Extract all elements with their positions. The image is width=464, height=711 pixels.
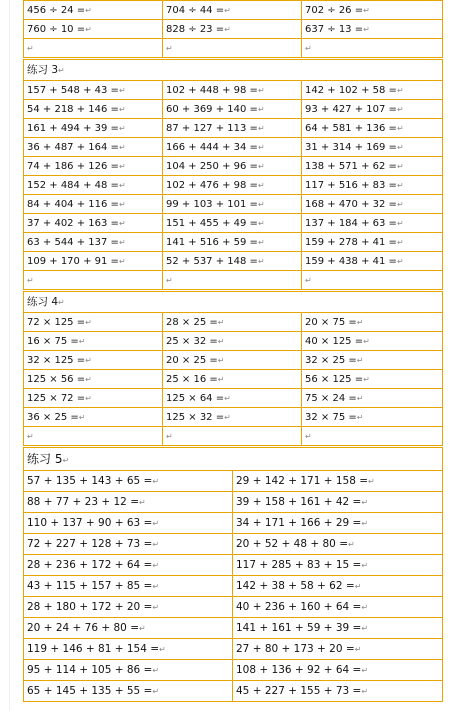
paragraph-mark: ↵ [257,238,265,247]
equation-text: 137 + 184 + 63 = [305,218,397,229]
paragraph-mark: ↵ [166,44,173,53]
equation-text: 37 + 402 + 163 = [27,218,119,229]
paragraph-mark: ↵ [363,375,370,384]
equation-text: 108 + 136 + 92 + 64 = [236,664,362,676]
table-cell [232,617,443,639]
paragraph-mark: ↵ [85,356,92,365]
equation-text: 760 ÷ 10 = [27,24,86,35]
paragraph-mark: ↵ [361,666,369,675]
equation-text: 32 × 75 = [305,412,357,423]
table-cell [301,270,443,290]
paragraph-mark: ↵ [368,477,375,486]
paragraph-mark: ↵ [152,603,160,612]
paragraph-mark: ↵ [305,44,312,53]
addition-table-5 [23,470,442,701]
section-title-practice-3: 练习 3↵ [23,59,443,81]
equation-text: 138 + 571 + 62 = [305,161,397,172]
paragraph-mark: ↵ [396,162,404,171]
equation-text: 31 + 314 + 169 = [305,142,397,153]
table-cell [23,491,233,513]
table-cell [232,596,443,618]
table-cell [301,38,443,58]
equation-text: 60 + 369 + 140 = [166,104,258,115]
addition-table-3 [23,80,442,289]
paragraph-mark: ↵ [224,413,231,422]
paragraph-mark: ↵ [361,624,369,633]
equation-text: 28 + 236 + 172 + 64 = [27,559,153,571]
table-cell [232,638,443,660]
equation-text: 93 + 427 + 107 = [305,104,397,115]
equation-text: 456 ÷ 24 = [27,5,86,16]
paragraph-mark: ↵ [85,25,92,34]
paragraph-mark: ↵ [396,105,404,114]
equation-text: 27 + 80 + 173 + 20 = [236,643,355,655]
table-cell [232,680,443,702]
equation-text: 84 + 404 + 116 = [27,199,119,210]
table-cell [162,0,302,20]
paragraph-mark: ↵ [356,356,364,365]
equation-text: 161 + 494 + 39 = [27,123,119,134]
table-cell [162,407,302,427]
equation-text: 102 + 476 + 98 = [166,180,258,191]
paragraph-mark: ↵ [257,105,265,114]
table-cell [301,0,443,20]
paragraph-mark: ↵ [152,582,160,591]
paragraph-mark: ↵ [361,519,369,528]
paragraph-mark: ↵ [257,200,265,209]
table-cell [23,80,163,100]
paragraph-mark: ↵ [118,162,126,171]
table-cell [301,388,443,408]
paragraph-mark: ↵ [217,337,225,346]
table-cell [301,137,443,157]
table-cell [23,99,163,119]
table-cell [162,251,302,271]
paragraph-mark: ↵ [224,6,231,15]
table-cell [301,369,443,389]
worksheet-page [23,0,442,701]
table-cell [162,175,302,195]
table-cell [232,470,443,492]
equation-text: 166 + 444 + 34 = [166,142,258,153]
paragraph-mark: ↵ [217,356,225,365]
equation-text: 45 + 227 + 155 + 73 = [236,685,362,697]
paragraph-mark: ↵ [396,124,404,133]
paragraph-mark: ↵ [118,257,126,266]
paragraph-mark: ↵ [139,498,146,507]
equation-text: 65 + 145 + 135 + 55 = [27,685,153,697]
table-cell [23,270,163,290]
table-cell [162,194,302,214]
paragraph-mark: ↵ [396,200,404,209]
equation-text: 32 × 25 = [305,355,357,366]
paragraph-mark: ↵ [305,432,312,441]
table-cell [162,38,302,58]
paragraph-mark: ↵ [152,561,160,570]
equation-text: 702 ÷ 26 = [305,5,364,16]
table-cell [301,426,443,446]
paragraph-mark: ↵ [356,394,364,403]
table-cell [162,19,302,39]
paragraph-mark: ↵ [348,540,355,549]
table-cell [232,491,443,513]
table-cell [23,554,233,576]
paragraph-mark: ↵ [118,200,126,209]
equation-text: 20 × 25 = [166,355,218,366]
equation-text: 63 + 544 + 137 = [27,237,119,248]
table-cell [23,175,163,195]
table-cell [301,251,443,271]
table-cell [162,156,302,176]
table-cell [301,350,443,370]
section-title-practice-4: 练习 4↵ [23,291,443,313]
paragraph-mark: ↵ [354,645,362,654]
equation-text: 74 + 186 + 126 = [27,161,119,172]
paragraph-mark: ↵ [217,318,225,327]
paragraph-mark: ↵ [356,318,364,327]
paragraph-mark: ↵ [224,394,231,403]
division-table [23,0,442,57]
equation-text: 25 × 16 = [166,374,218,385]
table-cell [162,312,302,332]
equation-text: 704 ÷ 44 = [166,5,225,16]
paragraph-mark: ↵ [257,219,265,228]
table-cell [23,617,233,639]
multiplication-table-4 [23,312,442,445]
table-cell [23,0,163,20]
equation-text: 75 × 24 = [305,393,357,404]
table-cell [232,512,443,534]
table-cell [301,156,443,176]
table-cell [162,369,302,389]
equation-text: 117 + 285 + 83 + 15 = [236,559,362,571]
equation-text: 119 + 146 + 81 + 154 = [27,643,160,655]
equation-text: 125 × 72 = [27,393,86,404]
paragraph-mark: ↵ [118,124,126,133]
equation-text: 157 + 548 + 43 = [27,85,119,96]
paragraph-mark: ↵ [139,624,146,633]
table-cell [301,19,443,39]
equation-text: 125 × 64 = [166,393,225,404]
equation-text: 152 + 484 + 48 = [27,180,119,191]
table-cell [162,331,302,351]
paragraph-mark: ↵ [257,143,265,152]
table-cell [23,19,163,39]
table-cell [23,251,163,271]
table-cell [301,99,443,119]
equation-text: 159 + 438 + 41 = [305,256,397,267]
table-cell [23,533,233,555]
paragraph-mark: ↵ [396,86,404,95]
table-cell [23,596,233,618]
equation-text: 159 + 278 + 41 = [305,237,397,248]
equation-text: 99 + 103 + 101 = [166,199,258,210]
table-cell [162,426,302,446]
table-cell [232,533,443,555]
equation-text: 141 + 516 + 59 = [166,237,258,248]
paragraph-mark: ↵ [152,540,160,549]
equation-text: 39 + 158 + 161 + 42 = [236,496,362,508]
paragraph-mark: ↵ [257,86,265,95]
paragraph-mark: ↵ [257,257,265,266]
paragraph-mark: ↵ [356,413,364,422]
table-cell [301,194,443,214]
paragraph-mark: ↵ [118,105,126,114]
paragraph-mark: ↵ [217,375,225,384]
table-cell [23,470,233,492]
paragraph-mark: ↵ [152,477,160,486]
table-cell [301,213,443,233]
equation-text: 828 ÷ 23 = [166,24,225,35]
table-cell [23,512,233,534]
table-cell [162,232,302,252]
paragraph-mark: ↵ [118,181,126,190]
equation-text: 87 + 127 + 113 = [166,123,258,134]
table-cell [23,350,163,370]
equation-text: 142 + 102 + 58 = [305,85,397,96]
equation-text: 25 × 32 = [166,336,218,347]
paragraph-mark: ↵ [85,318,92,327]
paragraph-mark: ↵ [118,238,126,247]
equation-text: 151 + 455 + 49 = [166,218,258,229]
paragraph-mark: ↵ [361,687,369,696]
table-cell [23,369,163,389]
paragraph-mark: ↵ [396,219,404,228]
table-cell [162,350,302,370]
equation-text: 56 × 125 = [305,374,364,385]
paragraph-mark: ↵ [363,6,370,15]
table-cell [23,659,233,681]
paragraph-mark: ↵ [159,645,166,654]
paragraph-mark: ↵ [361,561,369,570]
table-cell [301,80,443,100]
table-cell [23,232,163,252]
paragraph-mark: ↵ [257,162,265,171]
table-cell [23,388,163,408]
equation-text: 32 × 125 = [27,355,86,366]
equation-text: 20 + 24 + 76 + 80 = [27,622,139,634]
table-cell [232,554,443,576]
table-cell [162,270,302,290]
equation-text: 36 + 487 + 164 = [27,142,119,153]
table-cell [23,118,163,138]
page-margin-guide [9,0,10,711]
paragraph-mark: ↵ [257,181,265,190]
equation-text: 40 + 236 + 160 + 64 = [236,601,362,613]
paragraph-mark: ↵ [396,181,404,190]
equation-text: 16 × 75 = [27,336,79,347]
table-cell [301,118,443,138]
equation-text: 40 × 125 = [305,336,364,347]
table-cell [23,38,163,58]
paragraph-mark: ↵ [224,25,231,34]
equation-text: 72 × 125 = [27,317,86,328]
equation-text: 141 + 161 + 59 + 39 = [236,622,362,634]
paragraph-mark: ↵ [152,666,160,675]
table-cell [162,118,302,138]
equation-text: 125 × 56 = [27,374,86,385]
paragraph-mark: ↵ [166,432,173,441]
table-cell [162,388,302,408]
equation-text: 36 × 25 = [27,412,79,423]
table-cell [162,80,302,100]
equation-text: 34 + 171 + 166 + 29 = [236,517,362,529]
table-cell [301,232,443,252]
equation-text: 168 + 470 + 32 = [305,199,397,210]
equation-text: 43 + 115 + 157 + 85 = [27,580,153,592]
equation-text: 142 + 38 + 58 + 62 = [236,580,355,592]
equation-text: 102 + 448 + 98 = [166,85,258,96]
table-cell [23,137,163,157]
paragraph-mark: ↵ [361,603,369,612]
paragraph-mark: ↵ [85,394,92,403]
paragraph-mark: ↵ [257,124,265,133]
equation-text: 29 + 142 + 171 + 158 = [236,475,369,487]
equation-text: 117 + 516 + 83 = [305,180,397,191]
equation-text: 125 × 32 = [166,412,225,423]
equation-text: 20 × 75 = [305,317,357,328]
equation-text: 72 + 227 + 128 + 73 = [27,538,153,550]
equation-text: 637 ÷ 13 = [305,24,364,35]
table-cell [162,213,302,233]
paragraph-mark: ↵ [85,375,92,384]
paragraph-mark: ↵ [152,519,160,528]
table-cell [301,175,443,195]
paragraph-mark: ↵ [27,432,34,441]
paragraph-mark: ↵ [361,498,369,507]
equation-text: 110 + 137 + 90 + 63 = [27,517,153,529]
equation-text: 109 + 170 + 91 = [27,256,119,267]
paragraph-mark: ↵ [85,6,92,15]
paragraph-mark: ↵ [305,276,312,285]
paragraph-mark: ↵ [166,276,173,285]
paragraph-mark: ↵ [363,337,370,346]
paragraph-mark: ↵ [78,413,86,422]
paragraph-mark: ↵ [354,582,362,591]
paragraph-mark: ↵ [152,687,160,696]
table-cell [23,426,163,446]
table-cell [301,312,443,332]
table-cell [162,99,302,119]
table-cell [23,680,233,702]
table-cell [23,312,163,332]
paragraph-mark: ↵ [78,337,86,346]
equation-text: 20 + 52 + 48 + 80 = [236,538,348,550]
paragraph-mark: ↵ [118,219,126,228]
table-cell [23,194,163,214]
table-cell [23,638,233,660]
paragraph-mark: ↵ [396,238,404,247]
table-cell [23,156,163,176]
paragraph-mark: ↵ [27,276,34,285]
paragraph-mark: ↵ [118,143,126,152]
table-cell [23,407,163,427]
paragraph-mark: ↵ [396,143,404,152]
equation-text: 57 + 135 + 143 + 65 = [27,475,153,487]
table-cell [23,213,163,233]
equation-text: 104 + 250 + 96 = [166,161,258,172]
table-cell [301,331,443,351]
paragraph-mark: ↵ [27,44,34,53]
section-title-practice-5: 练习 5↵ [23,447,443,471]
table-cell [23,331,163,351]
table-cell [23,575,233,597]
equation-text: 95 + 114 + 105 + 86 = [27,664,153,676]
table-cell [301,407,443,427]
table-cell [162,137,302,157]
equation-text: 88 + 77 + 23 + 12 = [27,496,139,508]
equation-text: 52 + 537 + 148 = [166,256,258,267]
equation-text: 28 + 180 + 172 + 20 = [27,601,153,613]
equation-text: 54 + 218 + 146 = [27,104,119,115]
equation-text: 28 × 25 = [166,317,218,328]
paragraph-mark: ↵ [363,25,370,34]
equation-text: 64 + 581 + 136 = [305,123,397,134]
table-cell [232,575,443,597]
paragraph-mark: ↵ [396,257,404,266]
paragraph-mark: ↵ [118,86,126,95]
table-cell [232,659,443,681]
